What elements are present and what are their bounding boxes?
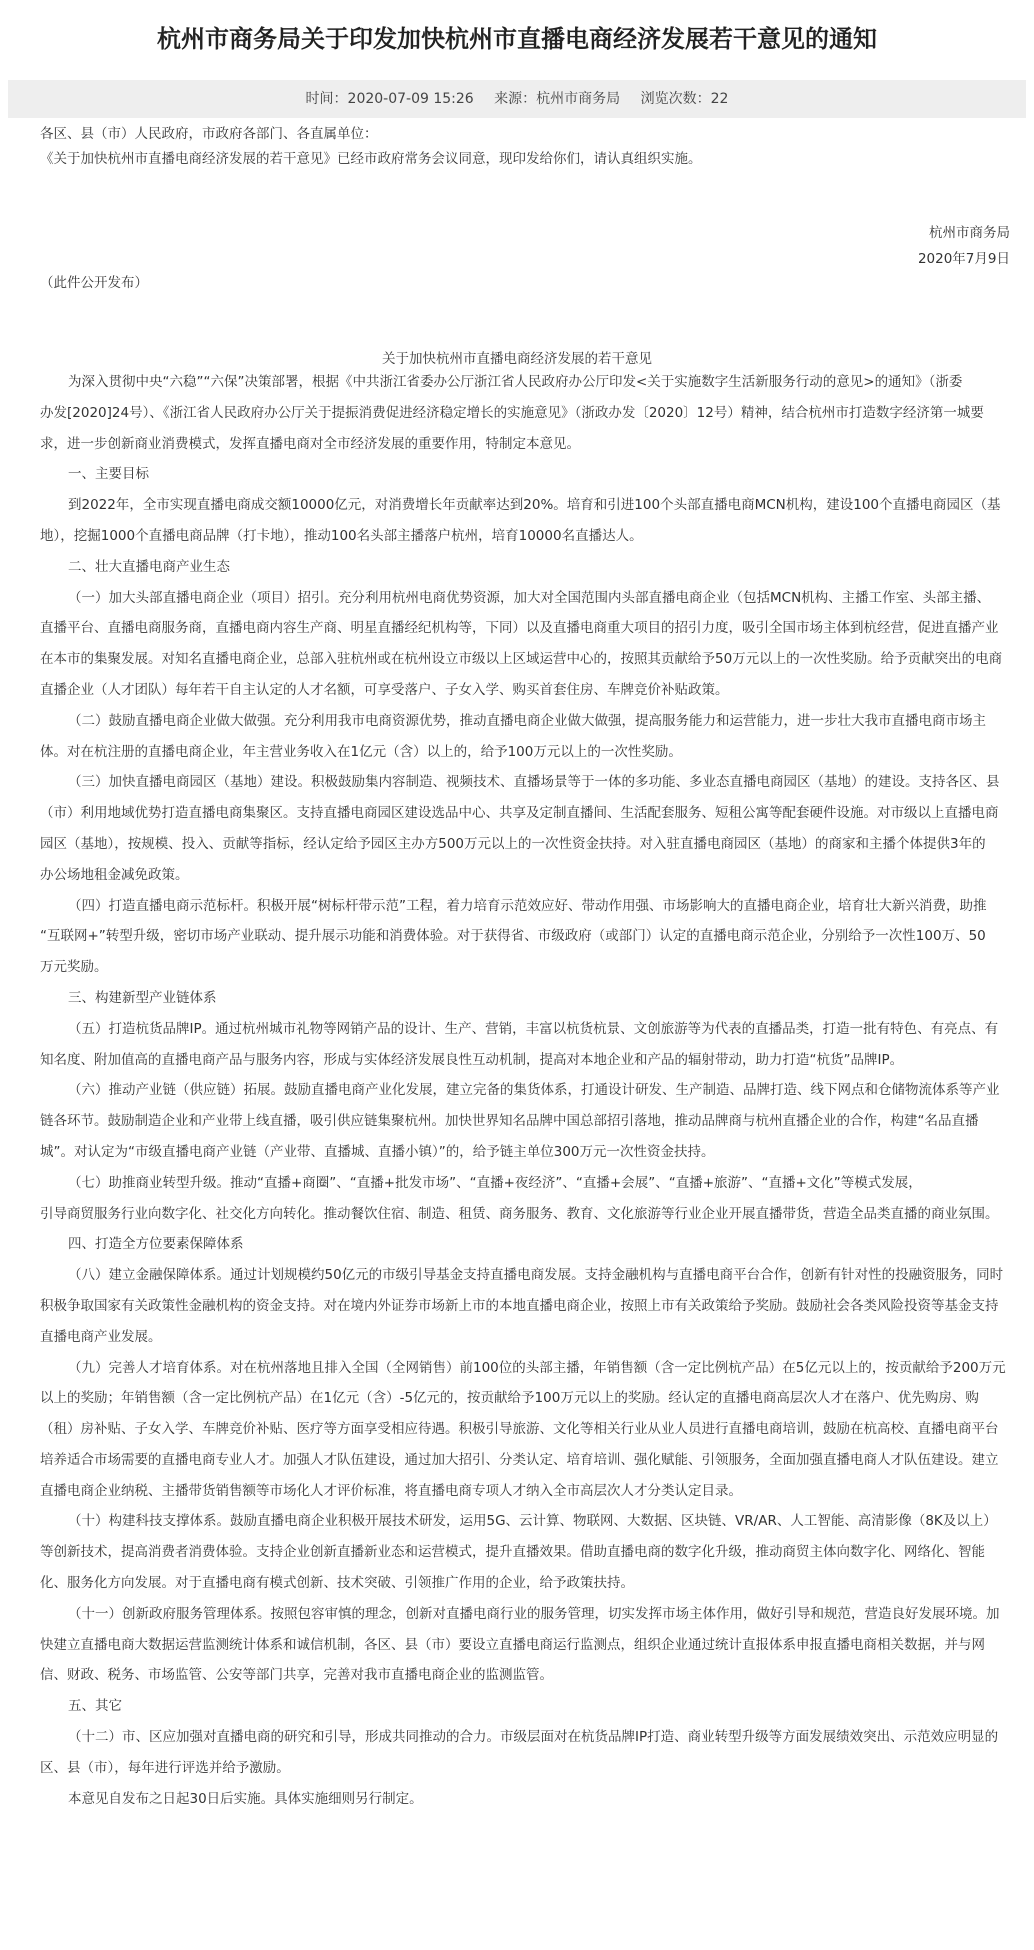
publish-note: （此件公开发布）: [40, 275, 148, 291]
body-line: 积极争取国家有关政策性金融机构的资金支持。对在境内外证券市场新上市的本地直播电商企业，按照上市有关政策给予奖励。鼓励社会各类风险投资等基金支持: [40, 1297, 999, 1314]
body-line: （三）加快直播电商园区（基地）建设。积极鼓励集内容制造、视频技术、直播场景等于一体的多功能、多业态直播电商园区（基地）的建设。支持各区、县: [68, 774, 1000, 791]
body-line: （五）打造杭货品牌IP。通过杭州城市礼物等网销产品的设计、生产、营销，丰富以杭货杭景、文创旅游等为代表的直播品类，打造一批有特色、有亮点、有: [68, 1020, 999, 1037]
section-heading: 三、构建新型产业链体系: [68, 989, 217, 1006]
body-line: （八）建立金融保障体系。通过计划规模约50亿元的市级引导基金支持直播电商发展。支持金融机构与直播电商平台合作，创新有针对性的投融资服务，同时: [68, 1267, 1004, 1284]
body-line: （十）构建科技支撑体系。鼓励直播电商企业积极开展技术研发，运用5G、云计算、物联网、大数据、区块链、VR/AR、人工智能、高清影像（8K及以上）: [68, 1513, 997, 1530]
body-line: 引导商贸服务行业向数字化、社交化方向转化。推动餐饮住宿、制造、租赁、商务服务、教育、文化旅游等行业企业开展直播带货，营造全品类直播的商业氛围。: [40, 1205, 999, 1222]
body-line: 城”。对认定为“市级直播电商产业链（产业带、直播城、直播小镇）”的，给予链主单位300万元一次性资金扶持。: [40, 1143, 715, 1160]
salutation: 各区、县（市）人民政府，市政府各部门、各直属单位：: [40, 126, 378, 142]
source-label: 来源：杭州市商务局: [494, 91, 621, 107]
body-line: 地），挖掘1000个直播电商品牌（打卡地），推动100名头部主播落户杭州，培育10000名直播达人。: [40, 527, 643, 544]
document-title: 关于加快杭州市直播电商经济发展的若干意见: [382, 351, 652, 367]
body-line: （租）房补贴、子女入学、车牌竞价补贴、医疗等方面享受相应待遇。积极引导旅游、文化等相关行业从业人员进行直播电商培训，鼓励在杭高校、直播电商平台: [40, 1421, 999, 1438]
body-line: （市）利用地域优势打造直播电商集聚区。支持直播电商园区建设选品中心、共享及定制直播间、生活配套服务、短租公寓等配套硬件设施。对市级以上直播电商: [40, 805, 999, 822]
body-line: 办发[2020]24号）、《浙江省人民政府办公厅关于提振消费促进经济稳定增长的实施意见》（浙政办发〔2020〕12号）精神，结合杭州市打造数字经济第一城要: [40, 404, 984, 421]
body-line: 求，进一步创新商业消费模式，发挥直播电商对全市经济发展的重要作用，特制定本意见。: [40, 435, 580, 452]
body-line: 直播企业（人才团队）每年若干自主认定的人才名额，可享受落户、子女入学、购买首套住房、车牌竞价补贴政策。: [40, 681, 729, 698]
body-line: 直播电商企业纳税、主播带货销售额等市场化人才评价标准，将直播电商专项人才纳入全市高层次人才分类认定目录。: [40, 1482, 742, 1499]
body-line: 在本市的集聚发展。对知名直播电商企业，总部入驻杭州或在杭州设立市级以上区域运营中心的，按照其贡献给予50万元以上的一次性奖励。给予贡献突出的电商: [40, 651, 1003, 668]
body-line: 为深入贯彻中央“六稳”“六保”决策部署，根据《中共浙江省委办公厅浙江省人民政府办公厅印发<关于实施数字生活新服务行动的意见>的通知》（浙委: [68, 374, 963, 390]
notice-paragraph: 《关于加快杭州市直播电商经济发展的若干意见》已经市政府常务会议同意，现印发给你们，请认真组织实施。: [40, 151, 702, 167]
body-line: （七）助推商业转型升级。推动“直播+商圈”、“直播+批发市场”、“直播+夜经济”、“直播+会展”、“直播+旅游”、“直播+文化”等模式发展，: [68, 1174, 922, 1191]
body-line: 直播平台、直播电商服务商，直播电商内容生产商、明星直播经纪机构等，下同）以及直播电商重大项目的招引力度，吸引全国市场主体到杭经营，促进直播产业: [40, 620, 999, 637]
section-heading: 五、其它: [68, 1698, 122, 1715]
body-line: 直播电商产业发展。: [40, 1328, 162, 1345]
body-line: 体。对在杭注册的直播电商企业，年主营业务收入在1亿元（含）以上的，给予100万元以上的一次性奖励。: [40, 743, 682, 760]
signing-date: 2020年7月9日: [917, 251, 1010, 267]
view-count: 浏览次数：22: [640, 91, 729, 107]
body-line: 到2022年，全市实现直播电商成交额10000亿元，对消费增长年贡献率达到20%。培育和引进100个头部直播电商MCN机构，建设100个直播电商园区（基: [68, 497, 1001, 514]
body-line: 知名度、附加值高的直播电商产品与服务内容，形成与实体经济发展良性互动机制，提高对本地企业和产品的辐射带动，助力打造“杭货”品牌IP。: [40, 1051, 904, 1068]
body-line: “互联网+”转型升级，密切市场产业联动、提升展示功能和消费体验。对于获得省、市级政府（或部门）认定的直播电商示范企业，分别给予一次性100万、50: [40, 928, 986, 945]
body-line: （六）推动产业链（供应链）拓展。鼓励直播电商产业化发展，建立完备的集货体系，打通设计研发、生产制造、品牌打造、线下网点和仓储物流体系等产业: [68, 1082, 1000, 1099]
body-line: （二）鼓励直播电商企业做大做强。充分利用我市电商资源优势，推动直播电商企业做大做强，提高服务能力和运营能力，进一步壮大我市直播电商市场主: [68, 712, 986, 729]
publish-time: 时间：2020-07-09 15:26: [305, 91, 474, 107]
body-line: （四）打造直播电商示范标杆。积极开展“树标杆带示范”工程，着力培育示范效应好、带动作用强、市场影响大的直播电商企业，培育壮大新兴消费，助推: [68, 897, 987, 914]
body-line: 区、县（市），每年进行评选并给予激励。: [40, 1759, 290, 1776]
body-line: 信、财政、税务、市场监管、公安等部门共享，完善对我市直播电商企业的监测监管。: [40, 1667, 553, 1684]
body-line: 化、服务化方向发展。对于直播电商有模式创新、技术突破、引领推广作用的企业，给予政策扶持。: [40, 1575, 634, 1592]
body-line: 培养适合市场需要的直播电商专业人才。加强人才队伍建设，通过加大招引、分类认定、培育培训、强化赋能、引领服务，全面加强直播电商人才队伍建设。建立: [40, 1451, 999, 1468]
section-heading: 二、壮大直播电商产业生态: [68, 558, 230, 575]
body-line: （十二）市、区应加强对直播电商的研究和引导，形成共同推动的合力。市级层面对在杭货品牌IP打造、商业转型升级等方面发展绩效突出、示范效应明显的: [68, 1729, 999, 1746]
body-line: 快建立直播电商大数据运营监测统计体系和诚信机制，各区、县（市）要设立直播电商运行监测点，组织企业通过统计直报体系申报直播电商相关数据，并与网: [40, 1636, 985, 1653]
body-line: （九）完善人才培育体系。对在杭州落地且排入全国（全网销售）前100位的头部主播，年销售额（含一定比例杭产品）在5亿元以上的，按贡献给予200万元: [68, 1359, 1006, 1376]
body-line: 链各环节。鼓励制造企业和产业带上线直播，吸引供应链集聚杭州。加快世界知名品牌中国总部招引落地，推动品牌商与杭州直播企业的合作，构建“名品直播: [40, 1113, 979, 1130]
body-line: （十一）创新政府服务管理体系。按照包容审慎的理念，创新对直播电商行业的服务管理，切实发挥市场主体作用，做好引导和规范，营造良好发展环境。加: [68, 1605, 1000, 1622]
section-heading: 四、打造全方位要素保障体系: [68, 1236, 244, 1253]
article-body: [40, 367, 1030, 1814]
body-line: 本意见自发布之日起30日后实施。具体实施细则另行制定。: [68, 1790, 423, 1807]
body-line: 万元奖励。: [40, 959, 108, 976]
signer: 杭州市商务局: [929, 225, 1010, 241]
body-line: 以上的奖励；年销售额（含一定比例杭产品）在1亿元（含）-5亿元的，按贡献给予100万元以上的奖励。经认定的直播电商高层次人才在落户、优先购房、购: [40, 1390, 979, 1407]
body-line: 园区（基地），按规模、投入、贡献等指标，经认定给予园区主办方500万元以上的一次性资金扶持。对入驻直播电商园区（基地）的商家和主播个体提供3年的: [40, 835, 986, 852]
body-line: 等创新技术，提高消费者消费体验。支持企业创新直播新业态和运营模式，提升直播效果。借助直播电商的数字化升级，推动商贸主体向数字化、网络化、智能: [40, 1544, 985, 1561]
body-line: （一）加大头部直播电商企业（项目）招引。充分利用杭州电商优势资源，加大对全国范围内头部直播电商企业（包括MCN机构、主播工作室、头部主播、: [68, 589, 991, 606]
article-title: 杭州市商务局关于印发加快杭州市直播电商经济发展若干意见的通知: [157, 25, 877, 53]
article-meta-bar: [8, 80, 1026, 118]
section-heading: 一、主要目标: [68, 466, 149, 483]
body-line: 办公场地租金减免政策。: [40, 866, 189, 883]
